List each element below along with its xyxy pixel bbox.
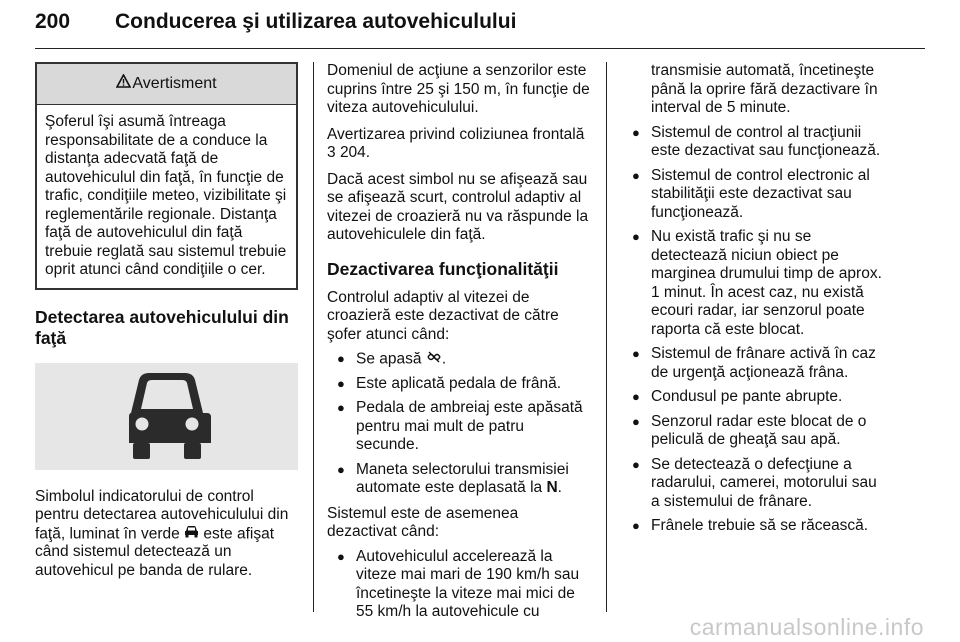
list-item-text: Se detectează o defecţiune a radarului, camerei, motorului sau a sistemului de frânare. [651, 455, 877, 510]
list-item-punct: . [557, 479, 562, 497]
system-deactivation-intro: Sistemul este de asemenea dezactivat când: [327, 504, 519, 541]
symbol-caption [35, 488, 298, 581]
list-item [327, 375, 590, 394]
bullet-icon: ● [632, 124, 640, 140]
list-item [622, 124, 887, 161]
vehicle-ahead-small-icon [184, 525, 199, 544]
list-item-text: Maneta selectorului transmisiei automate este deplasată la [356, 460, 569, 497]
list-item [622, 228, 887, 339]
vehicle-ahead-car-icon [35, 363, 298, 470]
bullet-icon: ● [337, 461, 345, 477]
warning-text: Şoferul îşi asumă întreaga responsabilitate de a conduce la distanţa adecvată faţă de autovehiculul din faţă, în funcţie de trafic, condiţiile meteo, vizibilitate şi reglementările regionale. Distanţa faţă de autovehiculul din faţă trebuie reglată sau sistemul trebuie oprit atunci când condiţiile o cer. [45, 113, 287, 278]
bullet-icon: ● [337, 351, 345, 366]
list-item [622, 517, 887, 536]
list-item [622, 456, 887, 512]
fcw-reference [327, 126, 590, 163]
list-item-text: Sistemul de frânare activă în caz de urgenţă acţionează frâna. [651, 345, 876, 381]
list-item-punct: . [441, 350, 447, 368]
warning-box [35, 62, 298, 290]
column-divider [313, 62, 314, 612]
bullet-icon: ● [632, 167, 640, 183]
section-heading: Dezactivarea funcţionalităţii [327, 258, 559, 279]
list-item [327, 548, 590, 622]
list-item [622, 345, 887, 382]
cruise-cancel-icon [426, 350, 442, 369]
list-item-text: Senzorul radar este blocat de o peliculă de gheaţă sau apă. [651, 412, 867, 448]
list-item-continuation: transmisie automată, încetineşte până la oprire fără dezactivare în interval de 5 minute. [651, 62, 878, 116]
bullet-icon: ● [632, 229, 640, 244]
header-rule [35, 48, 925, 49]
column-2 [327, 62, 590, 622]
warning-header [37, 64, 296, 105]
section-heading: Detectarea autovehiculului din faţă [35, 306, 289, 348]
list-item [327, 461, 590, 498]
gear-position-label: N [546, 479, 558, 497]
column-3 [622, 62, 887, 536]
list-item [327, 350, 590, 369]
list-item-text: Sistemul de control electronic al stabilităţii este dezactivat sau funcţionează. [651, 166, 870, 221]
caption-text-after: este afişat când sistemul detectează un autovehicul pe banda de rulare. [35, 524, 275, 579]
system-deactivation-list-continued [622, 124, 887, 536]
watermark: carmanualsonline.info [689, 614, 924, 640]
driver-deactivation-intro: Controlul adaptiv al vitezei de croazieră este dezactivat de către şofer atunci când: [327, 288, 559, 343]
list-item-text: Sistemul de control al tracţiunii este dezactivat sau funcţionează. [651, 123, 881, 159]
list-item-text: Autovehiculul accelerează la viteze mai mari de 190 km/h sau încetineşte la viteze mai mici de 55 km/h la autovehicule cu [356, 547, 580, 621]
list-item [327, 399, 590, 455]
sensor-range-text: Domeniul de acţiune a senzorilor este cuprins între 25 şi 150 m, în funcţie de viteza autovehiculului. [327, 62, 590, 116]
fcw-text: Avertizarea privind coliziunea frontală [327, 125, 585, 143]
page-reference: 204. [339, 144, 371, 161]
page-header [35, 6, 925, 46]
list-item-text: Este aplicată pedala de frână. [356, 374, 562, 392]
symbol-note: Dacă acest simbol nu se afişează sau se afişează scurt, controlul adaptiv al vitezei de croazieră nu va răspunde la autovehiculele din faţă. [327, 170, 589, 243]
bullet-icon: ● [632, 346, 640, 361]
caption-text-before: Simbolul indicatorului de control pentru detectarea autovehiculului din faţă, luminat în verde [35, 487, 289, 542]
warning-title: Avertisment [132, 74, 217, 92]
warning-triangle-icon [116, 74, 131, 94]
list-item [622, 413, 887, 450]
bullet-icon: ● [337, 400, 345, 416]
system-deactivation-list [327, 548, 590, 622]
column-1 [35, 62, 298, 580]
list-item-text: Nu există trafic şi nu se detectează niciun obiect pe marginea drumului timp de aprox. 1 minut. În acest caz, nu există ecouri radar, iar senzorul poate raporta că este blocat. [651, 228, 882, 338]
bullet-icon: ● [632, 389, 640, 404]
bullet-icon: ● [337, 375, 345, 391]
list-item [622, 388, 887, 407]
driver-deactivation-list [327, 350, 590, 498]
list-item-text: Condusul pe pante abrupte. [651, 388, 843, 405]
list-item-text: Pedala de ambreiaj este apăsată pentru mai mult de patru secunde. [356, 399, 583, 454]
column-divider [606, 62, 607, 612]
vehicle-ahead-symbol-panel [35, 363, 298, 470]
bullet-icon: ● [337, 548, 345, 564]
chapter-title: Conducerea şi utilizarea autovehiculului [115, 10, 517, 33]
list-item-text: Frânele trebuie să se răcească. [651, 517, 869, 534]
page-number: 200 [35, 10, 71, 33]
bullet-icon: ● [632, 413, 640, 429]
bullet-icon: ● [632, 456, 640, 472]
list-item-text: Se apasă [356, 350, 422, 368]
list-item [622, 167, 887, 223]
reference-arrow-icon: 3 [327, 144, 336, 161]
bullet-icon: ● [632, 518, 640, 533]
